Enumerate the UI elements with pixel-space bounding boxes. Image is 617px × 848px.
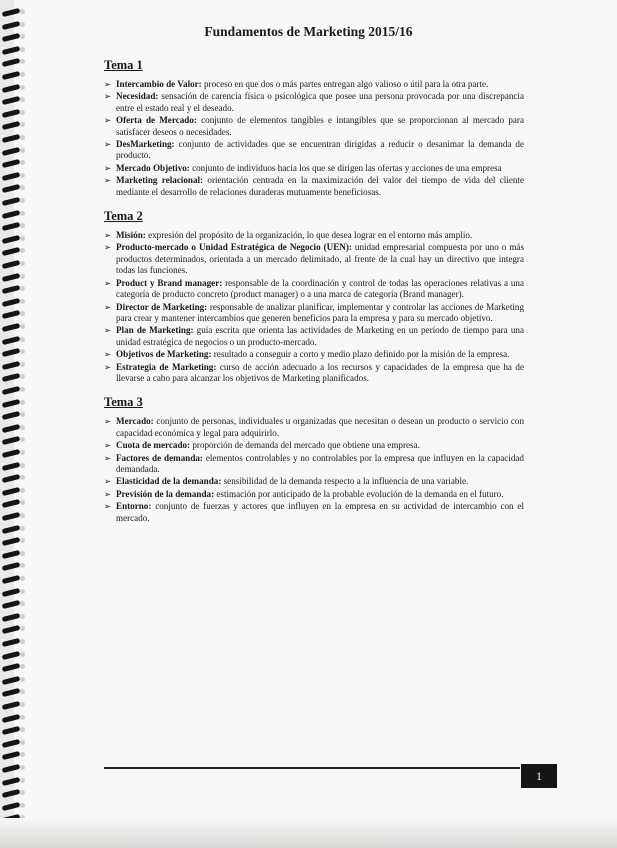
binding-coil [2, 348, 21, 357]
binding-hole [20, 324, 25, 329]
definition-item [104, 278, 524, 301]
definition-text: estimación por anticipado de la probable evolución de la demanda en el futuro. [214, 488, 504, 499]
arrow-bullet-icon: ➢ [104, 79, 112, 89]
definition-term: Factores de demanda: [116, 452, 203, 463]
binding-hole [20, 715, 25, 720]
definition-term: Director de Marketing: [116, 301, 208, 312]
definition-term: Cuota de mercado: [116, 440, 191, 451]
binding-hole [20, 9, 25, 14]
definition-term: Product y Brand manager: [116, 277, 223, 288]
binding-hole [20, 362, 25, 367]
binding-hole [20, 110, 25, 115]
definition-term: Plan de Marketing: [116, 325, 194, 336]
document-body [104, 58, 524, 535]
binding-coil [2, 764, 21, 773]
binding-hole [20, 589, 25, 594]
binding-hole [20, 400, 25, 405]
binding-coil [2, 184, 21, 193]
definition-term: Entorno: [116, 501, 152, 512]
binding-hole [20, 803, 25, 808]
binding-coil [2, 499, 21, 508]
definition-item [104, 242, 524, 276]
definition-text: orientación centrada en la maximización del valor del tiempo de vida del cliente mediante el desarrollo de relaciones duraderas mutuamente beneficiosas. [116, 175, 524, 197]
binding-hole [20, 387, 25, 392]
definition-item [104, 163, 524, 174]
spiral-binding [0, 10, 24, 840]
binding-coil [2, 789, 21, 798]
arrow-bullet-icon: ➢ [104, 501, 112, 512]
binding-coil [2, 121, 21, 130]
definition-term: Necesidad: [116, 91, 159, 102]
binding-hole [20, 148, 25, 153]
binding-hole [20, 702, 25, 707]
binding-coil [2, 663, 21, 672]
binding-hole [20, 614, 25, 619]
binding-coil [2, 172, 21, 181]
definition-text: conjunto de actividades que se encuentran dirigidas a reducir o desanimar la demanda de producto. [116, 139, 524, 161]
binding-coil [2, 83, 21, 92]
definition-item [104, 362, 524, 385]
definition-term: Intercambio de Valor: [116, 79, 202, 89]
definition-term: Elasticidad de la demanda: [116, 476, 222, 487]
binding-coil [2, 436, 21, 445]
binding-coil [2, 373, 21, 382]
definition-item [104, 349, 524, 360]
arrow-bullet-icon: ➢ [104, 476, 112, 487]
binding-coil [2, 71, 21, 80]
binding-coil [2, 298, 21, 307]
binding-coil [2, 272, 21, 281]
definition-text: conjunto de elementos tangibles e intangibles que se proporcionan al mercado para satisfacer deseos o necesidades. [116, 115, 524, 137]
section-heading: Tema 2 [104, 209, 143, 224]
binding-hole [20, 425, 25, 430]
binding-coil [2, 323, 21, 332]
binding-coil [2, 386, 21, 395]
arrow-bullet-icon: ➢ [104, 175, 112, 186]
binding-coil [2, 310, 21, 319]
footer-rule [104, 767, 520, 769]
binding-hole [20, 85, 25, 90]
arrow-bullet-icon: ➢ [104, 277, 112, 288]
definition-item [104, 489, 524, 500]
definition-text: expresión del propósito de la organización, lo que desea lograr en el entorno más amplio. [145, 230, 473, 241]
binding-hole [20, 778, 25, 783]
section-tema-3 [104, 395, 524, 524]
arrow-bullet-icon: ➢ [104, 91, 112, 102]
definition-term: Misión: [116, 230, 146, 241]
section-heading: Tema 3 [104, 395, 143, 410]
definition-item [104, 302, 524, 325]
definition-text: sensibilidad de la demanda respecto a la influencia de una variable. [221, 476, 469, 487]
binding-coil [2, 260, 21, 269]
binding-hole [20, 47, 25, 52]
binding-coil [2, 46, 21, 55]
binding-coil [2, 802, 21, 811]
definition-term: Estrategia de Marketing: [116, 361, 217, 372]
binding-coil [2, 8, 21, 17]
arrow-bullet-icon: ➢ [104, 162, 112, 173]
binding-coil [2, 449, 21, 458]
definition-text: conjunto de personas, individuales u organizadas que necesitan o desean un producto o servicio con capacidad económica y legal para adquirirlo. [116, 416, 524, 438]
binding-hole [20, 639, 25, 644]
binding-coil [2, 587, 21, 596]
binding-coil [2, 222, 21, 231]
binding-hole [20, 337, 25, 342]
binding-coil [2, 209, 21, 218]
definition-term: Mercado: [116, 416, 154, 427]
binding-hole [20, 765, 25, 770]
binding-hole [20, 488, 25, 493]
arrow-bullet-icon: ➢ [104, 452, 112, 463]
arrow-bullet-icon: ➢ [104, 301, 112, 312]
arrow-bullet-icon: ➢ [104, 349, 112, 360]
definition-text: conjunto de fuerzas y actores que influyen en la empresa en su actividad de intercambio con el mercado. [116, 501, 524, 523]
definition-item [104, 476, 524, 487]
binding-coil [2, 96, 21, 105]
binding-coil [2, 638, 21, 647]
binding-coil [2, 235, 21, 244]
definition-item [104, 325, 524, 348]
definition-text: responsable de la coordinación y control de todas las operaciones relativas a una categoría de producto concreto (product manager) o a una marca de categoría (Brand manager). [116, 277, 524, 300]
definition-item [104, 501, 524, 524]
binding-coil [2, 424, 21, 433]
binding-hole [20, 173, 25, 178]
binding-coil [2, 335, 21, 344]
binding-coil [2, 751, 21, 760]
section-tema-1 [104, 58, 524, 198]
binding-coil [2, 109, 21, 118]
binding-hole [20, 677, 25, 682]
definition-term: Oferta de Mercado: [116, 115, 197, 126]
binding-coil [2, 676, 21, 685]
binding-hole [20, 551, 25, 556]
binding-coil [2, 524, 21, 533]
section-tema-2 [104, 209, 524, 384]
definition-item [104, 115, 524, 138]
definition-item [104, 453, 524, 476]
section-heading: Tema 1 [104, 58, 143, 72]
binding-hole [20, 652, 25, 657]
definition-text: proporción de demanda del mercado que obtiene una empresa. [190, 440, 420, 451]
binding-coil [2, 134, 21, 143]
binding-hole [20, 274, 25, 279]
binding-coil [2, 688, 21, 697]
binding-hole [20, 576, 25, 581]
definition-term: Objetivos de Marketing: [116, 349, 212, 360]
binding-coil [2, 58, 21, 67]
binding-coil [2, 197, 21, 206]
definition-text: resultado a conseguir a corto y medio plazo definido por la misión de la empresa. [211, 349, 510, 360]
definition-term: Marketing relacional: [116, 175, 204, 186]
binding-coil [2, 285, 21, 294]
binding-coil [2, 713, 21, 722]
binding-hole [20, 236, 25, 241]
binding-hole [20, 261, 25, 266]
binding-coil [2, 650, 21, 659]
binding-hole [20, 135, 25, 140]
binding-coil [2, 487, 21, 496]
definition-item [104, 230, 524, 241]
definition-text: sensación de carencia física o psicológica que posee una persona provocada por una discrepancia entre el estado real y el deseado. [116, 91, 524, 113]
document-title: Fundamentos de Marketing 2015/16 [204, 24, 413, 39]
binding-coil [2, 247, 21, 256]
binding-coil [2, 398, 21, 407]
definition-text: curso de acción adecuado a los recursos y capacidades de la empresa que ha de llevarse a cabo para alcanzar los objetivos de Marketing planificados. [116, 361, 524, 383]
binding-coil [2, 575, 21, 584]
arrow-bullet-icon: ➢ [104, 416, 112, 427]
binding-coil [2, 411, 21, 420]
binding-coil [2, 562, 21, 571]
definition-term: Previsión de la demanda: [116, 488, 215, 499]
page-number: 1 [536, 768, 542, 783]
binding-coil [2, 600, 21, 609]
binding-hole [20, 450, 25, 455]
binding-coil [2, 361, 21, 370]
binding-coil [2, 474, 21, 483]
binding-coil [2, 537, 21, 546]
definition-item [104, 91, 524, 114]
definition-text: guía escrita que orienta las actividades de Marketing en un período de tiempo para una unidad estratégica de negocios o un producto-mercado. [116, 325, 524, 347]
binding-hole [20, 513, 25, 518]
definition-term: Mercado Objetivo: [116, 162, 190, 173]
binding-hole [20, 740, 25, 745]
definition-item [104, 175, 524, 198]
binding-coil [2, 461, 21, 470]
binding-coil [2, 613, 21, 622]
arrow-bullet-icon: ➢ [104, 115, 112, 126]
definition-item [104, 139, 524, 162]
arrow-bullet-icon: ➢ [104, 488, 112, 499]
arrow-bullet-icon: ➢ [104, 361, 112, 372]
arrow-bullet-icon: ➢ [104, 139, 112, 150]
arrow-bullet-icon: ➢ [104, 325, 112, 336]
definition-text: responsable de analizar planificar, implementar y controlar las acciones de Marketing para crear y mantener intercambios que generen beneficios para la empresa y para su mercado objetivo. [116, 301, 524, 323]
definition-term: Producto-mercado o Unidad Estratégica de Negocio (UEN): [116, 242, 352, 253]
definition-text: conjunto de individuos hacia los que se dirigen las ofertas y acciones de una empresa [189, 162, 502, 173]
arrow-bullet-icon: ➢ [104, 242, 112, 253]
scan-shadow [0, 818, 617, 848]
binding-hole [20, 463, 25, 468]
arrow-bullet-icon: ➢ [104, 230, 112, 241]
binding-coil [2, 146, 21, 155]
binding-hole [20, 198, 25, 203]
definition-item [104, 79, 524, 90]
binding-hole [20, 299, 25, 304]
binding-hole [20, 526, 25, 531]
binding-coil [2, 512, 21, 521]
binding-coil [2, 776, 21, 785]
definition-item [104, 416, 524, 439]
binding-coil [2, 726, 21, 735]
definition-text: proceso en que dos o más partes entregan algo valioso o útil para la otra parte. [201, 79, 489, 89]
definition-text: unidad empresarial compuesta por uno o más productos determinados, orientada a un mercado delimitado, al frente de la cual hay un directivo que integra todas las funciones. [116, 242, 524, 276]
arrow-bullet-icon: ➢ [104, 440, 112, 451]
binding-coil [2, 701, 21, 710]
binding-coil [2, 625, 21, 634]
definition-term: DesMarketing: [116, 139, 175, 150]
binding-coil [2, 739, 21, 748]
binding-coil [2, 550, 21, 559]
binding-coil [2, 159, 21, 168]
definition-text: elementos controlables y no controlables por la empresa que influyen en la capacidad demandada. [116, 452, 524, 474]
page-number-badge [521, 764, 557, 788]
binding-hole [20, 72, 25, 77]
definition-item [104, 440, 524, 451]
binding-hole [20, 211, 25, 216]
